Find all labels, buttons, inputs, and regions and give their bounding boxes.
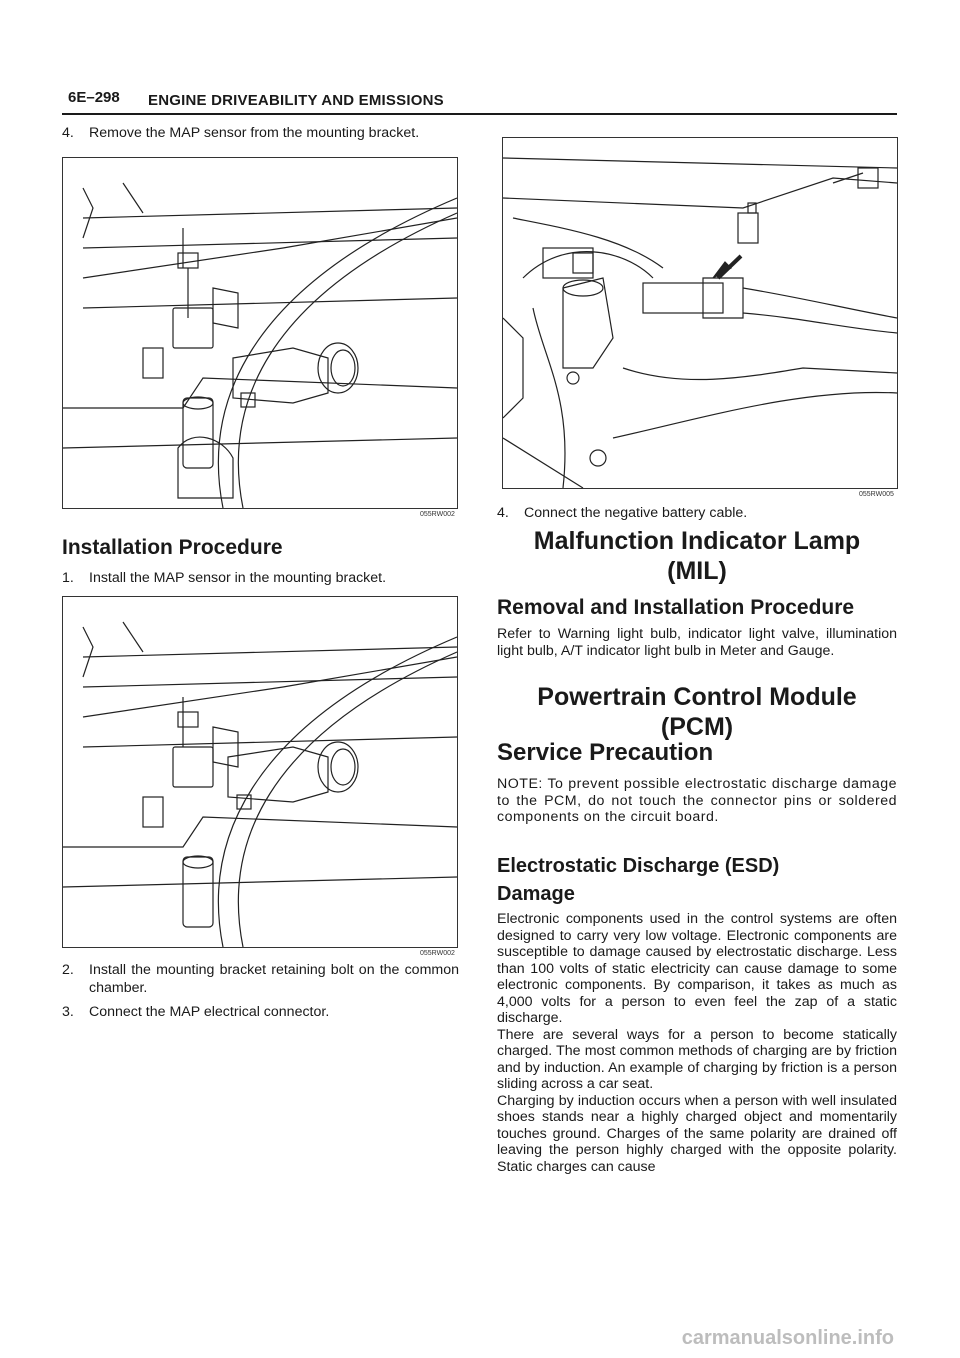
step-text: Connect the negative battery cable. [524, 505, 748, 521]
esd-paragraph-1: Electronic components used in the control systems are often designed to carry very low voltage. Electronic components are susceptible to damage caused by electrostatic discharge. Less than 100 volts of static electricity can cause damage to some electronic components. By comparison, it takes as much as 4,000 volts for a person to even feel the zap of a static discharge. [497, 911, 897, 1026]
esd-paragraph-3: Charging by induction occurs when a person with well insulated shoes stands near a highly charged object and momentarily touches ground. Charges of the same polarity are drained off leaving the person highly charged with the opposite polarity. Static charges can cause [497, 1092, 897, 1175]
step-remove-map-sensor [62, 124, 462, 142]
pcm-heading-line1: Powertrain Control Module [537, 683, 857, 711]
step-connect-battery-cable [497, 504, 897, 522]
step-text: Connect the MAP electrical connector. [89, 1004, 330, 1020]
removal-installation-text [497, 626, 897, 659]
pcm-heading-line2: (PCM) [660, 713, 734, 741]
figure-caption: 055RW005 [859, 491, 894, 498]
step-text: Remove the MAP sensor from the mounting bracket. [89, 125, 420, 141]
service-precaution-heading: Service Precaution [497, 739, 714, 766]
step-connect-map-connector [62, 1003, 462, 1021]
paragraph: Refer to Warning light bulb, indicator light valve, illumination light bulb, A/T indicator light bulb in Meter and Gauge. [497, 626, 897, 659]
figure-caption: 055RW002 [420, 511, 455, 518]
note-text: NOTE: To prevent possible electrostatic discharge damage to the PCM, do not touch the connector pins or soldered components on the circuit board. [497, 776, 897, 825]
step-install-map-sensor [62, 569, 462, 587]
esd-paragraph-2: There are several ways for a person to become statically charged. The most common methods of charging are by friction and by induction. An example of charging by friction is a person sliding across a car seat. [497, 1026, 897, 1092]
figure-battery-area [502, 137, 898, 489]
step-number: 3. [62, 1004, 74, 1020]
esd-heading-line2: Damage [497, 883, 575, 905]
page-number: 6E–298 [68, 89, 120, 106]
map-sensor-illustration [63, 597, 457, 947]
step-number: 2. [62, 962, 74, 978]
mil-heading-line1: Malfunction Indicator Lamp [533, 527, 861, 555]
step-install-bracket-bolt [62, 961, 462, 997]
pcm-heading [497, 682, 897, 742]
step-number: 4. [62, 125, 74, 141]
step-text: Install the MAP sensor in the mounting bracket. [89, 570, 387, 586]
step-number: 4. [497, 505, 509, 521]
watermark: carmanualsonline.info [681, 1327, 894, 1349]
engine-harness-illustration [503, 138, 897, 488]
service-precaution-note [497, 776, 897, 826]
mil-heading-line2: (MIL) [667, 557, 727, 585]
step-text: Install the mounting bracket retaining bolt on the common chamber. [89, 962, 459, 996]
esd-heading-line1: Electrostatic Discharge (ESD) [497, 855, 780, 877]
installation-heading: Installation Procedure [62, 536, 283, 559]
step-number: 1. [62, 570, 74, 586]
header-rule [62, 113, 897, 115]
esd-heading [497, 852, 779, 908]
mil-heading [497, 526, 897, 586]
figure-caption: 055RW002 [420, 950, 455, 957]
esd-body [497, 911, 897, 1175]
figure-map-sensor-removal [62, 157, 458, 509]
map-sensor-illustration [63, 158, 457, 508]
page-header-title: ENGINE DRIVEABILITY AND EMISSIONS [148, 92, 444, 109]
removal-installation-heading: Removal and Installation Procedure [497, 596, 855, 619]
figure-map-sensor-installation [62, 596, 458, 948]
